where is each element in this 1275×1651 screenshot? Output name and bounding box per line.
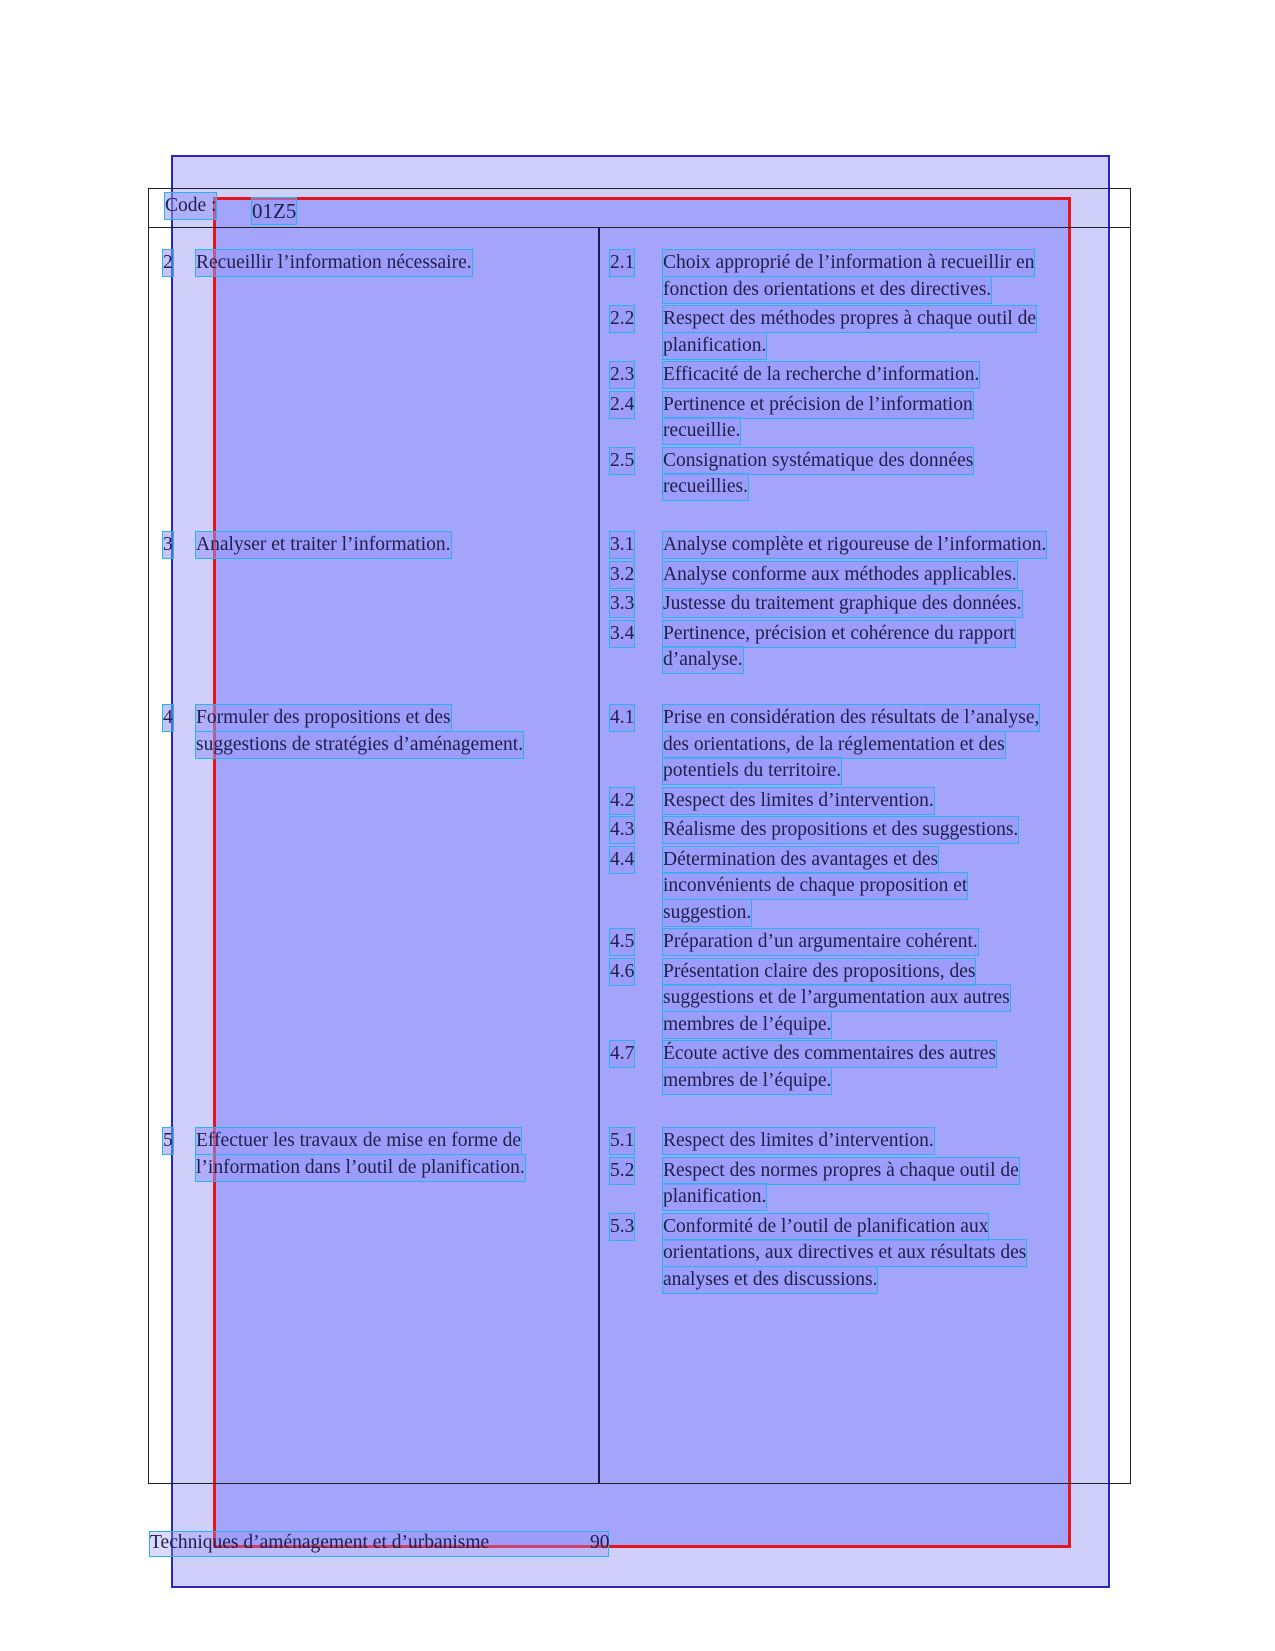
criterion-number: 4.1 xyxy=(610,705,634,731)
header-divider xyxy=(148,227,1131,228)
criterion-line: Analyse conforme aux méthodes applicables. xyxy=(663,562,1017,588)
element-title-line: Formuler des propositions et des xyxy=(196,705,451,731)
element-title-line: l’information dans l’outil de planification. xyxy=(196,1155,525,1181)
criterion-line: Réalisme des propositions et des suggestions. xyxy=(663,817,1018,843)
criterion-number: 4.4 xyxy=(610,847,634,873)
criterion-line: analyses et des discussions. xyxy=(663,1267,877,1293)
criterion-line: suggestion. xyxy=(663,900,751,926)
criterion-line: Respect des méthodes propres à chaque outil de xyxy=(663,306,1036,332)
criterion-line: recueillies. xyxy=(663,474,748,500)
element-number: 4 xyxy=(163,705,173,731)
criterion-line: Consignation systématique des données xyxy=(663,448,973,474)
footer-program: Techniques d’aménagement et d’urbanisme xyxy=(150,1532,490,1553)
criterion-line: Pertinence, précision et cohérence du rapport xyxy=(663,621,1015,647)
criterion-line: Justesse du traitement graphique des données. xyxy=(663,591,1022,617)
criterion-number: 3.2 xyxy=(610,562,634,588)
criterion-line: Efficacité de la recherche d’information. xyxy=(663,362,979,388)
criterion-number: 2.2 xyxy=(610,306,634,332)
code-label: Code : xyxy=(165,193,216,219)
criterion-line: Respect des normes propres à chaque outil de xyxy=(663,1158,1019,1184)
element-title-line: Effectuer les travaux de mise en forme de xyxy=(196,1128,521,1154)
criterion-line: des orientations, de la réglementation et des xyxy=(663,732,1005,758)
code-value: 01Z5 xyxy=(252,199,297,223)
criterion-line: Prise en considération des résultats de l’analyse, xyxy=(663,705,1039,731)
criterion-number: 2.5 xyxy=(610,448,634,474)
criterion-number: 4.6 xyxy=(610,959,634,985)
criterion-number: 3.4 xyxy=(610,621,634,647)
criterion-line: inconvénients de chaque proposition et xyxy=(663,873,967,899)
criterion-line: Présentation claire des propositions, des xyxy=(663,959,975,985)
footer-page-number: 90 xyxy=(590,1532,610,1553)
element-number: 2 xyxy=(163,250,173,276)
column-divider xyxy=(598,227,600,1484)
criterion-line: Respect des limites d’intervention. xyxy=(663,1128,934,1154)
criterion-number: 2.1 xyxy=(610,250,634,276)
criterion-number: 3.3 xyxy=(610,591,634,617)
criterion-number: 5.3 xyxy=(610,1214,634,1240)
criterion-number: 4.5 xyxy=(610,929,634,955)
criterion-number: 4.3 xyxy=(610,817,634,843)
criterion-number: 3.1 xyxy=(610,532,634,558)
criterion-line: Préparation d’un argumentaire cohérent. xyxy=(663,929,978,955)
element-number: 3 xyxy=(163,532,173,558)
criterion-line: fonction des orientations et des directives. xyxy=(663,277,991,303)
criterion-line: Respect des limites d’intervention. xyxy=(663,788,934,814)
criterion-line: Analyse complète et rigoureuse de l’information. xyxy=(663,532,1046,558)
criterion-number: 4.2 xyxy=(610,788,634,814)
criterion-line: Écoute active des commentaires des autres xyxy=(663,1041,996,1067)
criterion-line: orientations, aux directives et aux résultats des xyxy=(663,1240,1026,1266)
criterion-number: 4.7 xyxy=(610,1041,634,1067)
criterion-line: d’analyse. xyxy=(663,647,743,673)
criterion-number: 5.2 xyxy=(610,1158,634,1184)
element-title-line: Analyser et traiter l’information. xyxy=(196,532,451,558)
criterion-line: Conformité de l’outil de planification aux xyxy=(663,1214,988,1240)
element-title-line: Recueillir l’information nécessaire. xyxy=(196,250,472,276)
criterion-line: membres de l’équipe. xyxy=(663,1012,831,1038)
element-number: 5 xyxy=(163,1128,173,1154)
criterion-line: recueillie. xyxy=(663,418,740,444)
criterion-line: planification. xyxy=(663,333,766,359)
criterion-line: planification. xyxy=(663,1184,766,1210)
criterion-line: potentiels du territoire. xyxy=(663,758,841,784)
criterion-line: membres de l’équipe. xyxy=(663,1068,831,1094)
element-title-line: suggestions de stratégies d’aménagement. xyxy=(196,732,523,758)
criterion-line: Choix approprié de l’information à recueillir en xyxy=(663,250,1034,276)
criterion-line: suggestions et de l’argumentation aux autres xyxy=(663,985,1010,1011)
criterion-line: Détermination des avantages et des xyxy=(663,847,938,873)
criterion-number: 2.4 xyxy=(610,392,634,418)
criterion-number: 5.1 xyxy=(610,1128,634,1154)
criterion-number: 2.3 xyxy=(610,362,634,388)
criterion-line: Pertinence et précision de l’information xyxy=(663,392,973,418)
